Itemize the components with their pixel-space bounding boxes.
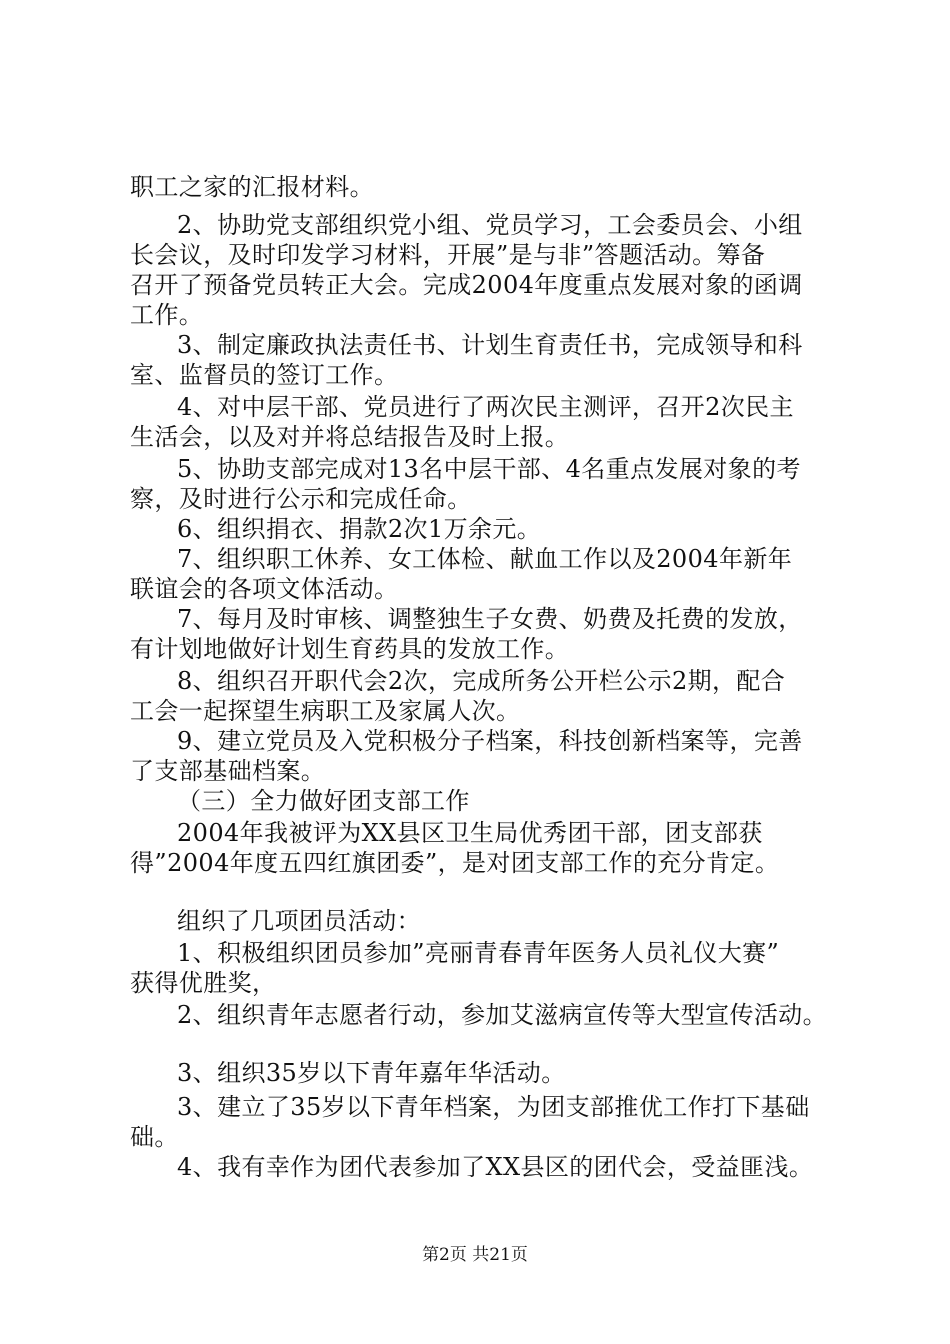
text-line-9: 生活会，以及对并将总结报告及时上报。 bbox=[130, 423, 570, 451]
text-line-21: （三）全力做好团支部工作 bbox=[177, 787, 470, 815]
text-line-28: 3、组织35岁以下青年嘉年华活动。 bbox=[177, 1059, 566, 1087]
text-line-11: 察，及时进行公示和完成任命。 bbox=[130, 485, 472, 513]
text-line-20: 了支部基础档案。 bbox=[130, 757, 326, 785]
text-line-25: 1、积极组织团员参加”亮丽青春青年医务人员礼仪大赛” bbox=[177, 939, 780, 967]
text-line-5: 工作。 bbox=[130, 301, 204, 329]
text-line-23: 得”2004年度五四红旗团委”，是对团支部工作的充分肯定。 bbox=[130, 849, 780, 877]
text-line-18: 工会一起探望生病职工及家属人次。 bbox=[130, 697, 521, 725]
text-line-10: 5、协助支部完成对13名中层干部、4名重点发展对象的考 bbox=[177, 455, 801, 483]
text-line-1: 职工之家的汇报材料。 bbox=[130, 173, 374, 201]
text-line-24: 组织了几项团员活动： bbox=[177, 907, 421, 935]
text-line-4: 召开了预备党员转正大会。完成2004年度重点发展对象的函调 bbox=[130, 271, 803, 299]
text-line-6: 3、制定廉政执法责任书、计划生育责任书，完成领导和科 bbox=[177, 331, 803, 359]
text-line-31: 4、我有幸作为团代表参加了XX县区的团代会，受益匪浅。 bbox=[177, 1153, 814, 1181]
page-footer: 第2页 共21页 bbox=[422, 1245, 528, 1265]
text-line-3: 长会议，及时印发学习材料，开展”是与非”答题活动。筹备 bbox=[130, 241, 766, 269]
text-line-14: 联谊会的各项文体活动。 bbox=[130, 575, 399, 603]
text-line-2: 2、协助党支部组织党小组、党员学习，工会委员会、小组 bbox=[177, 211, 803, 239]
text-line-30: 础。 bbox=[130, 1123, 179, 1151]
text-line-7: 室、监督员的签订工作。 bbox=[130, 361, 399, 389]
text-line-15: 7、每月及时审核、调整独生子女费、奶费及托费的发放， bbox=[177, 605, 803, 633]
text-line-26: 获得优胜奖， bbox=[130, 969, 277, 997]
text-line-29: 3、建立了35岁以下青年档案，为团支部推优工作打下基础 bbox=[177, 1093, 810, 1121]
text-line-19: 9、建立党员及入党积极分子档案，科技创新档案等，完善 bbox=[177, 727, 803, 755]
text-line-8: 4、对中层干部、党员进行了两次民主测评，召开2次民主 bbox=[177, 393, 794, 421]
text-line-17: 8、组织召开职代会2次，完成所务公开栏公示2期，配合 bbox=[177, 667, 786, 695]
text-line-16: 有计划地做好计划生育药具的发放工作。 bbox=[130, 635, 570, 663]
text-line-27: 2、组织青年志愿者行动，参加艾滋病宣传等大型宣传活动。 bbox=[177, 1001, 828, 1029]
text-line-13: 7、组织职工休养、女工体检、献血工作以及2004年新年 bbox=[177, 545, 793, 573]
text-line-22: 2004年我被评为XX县区卫生局优秀团干部，团支部获 bbox=[177, 819, 763, 847]
text-line-12: 6、组织捐衣、捐款2次1万余元。 bbox=[177, 515, 542, 543]
